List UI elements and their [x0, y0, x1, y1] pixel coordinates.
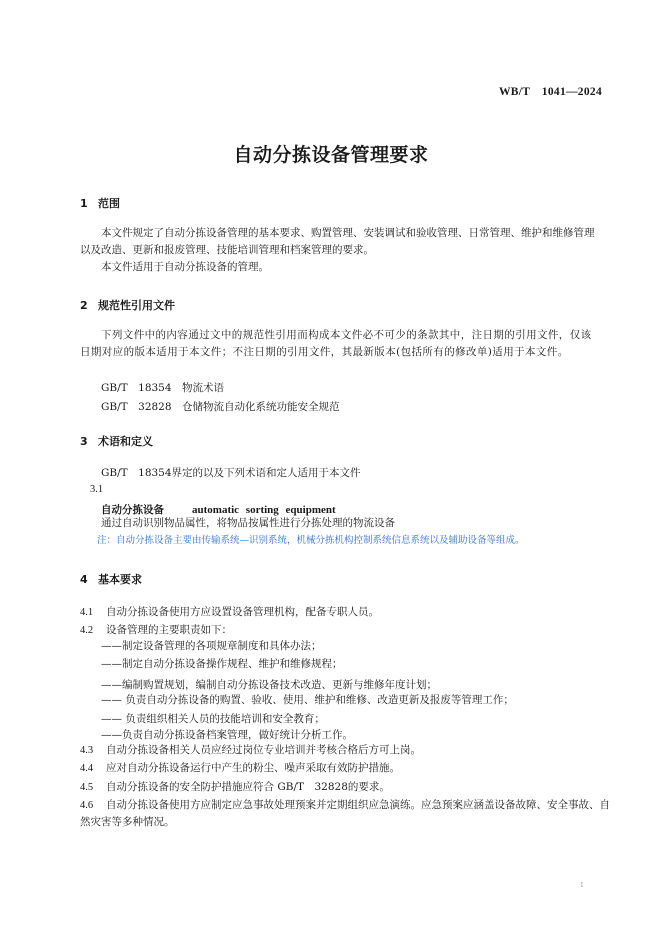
clause-text: 自动分拣设备相关人员应经过岗位专业培训并考核合格后方可上岗。 [106, 744, 421, 756]
section-number: 4 [80, 573, 88, 586]
clause-number: 4.1 [80, 607, 94, 618]
section-title: 基本要求 [98, 573, 142, 586]
section-1-heading [80, 195, 120, 211]
term-note: 注：自动分拣设备主要由传输系统—识别系统，机械分拣机构控制系统信息系统以及辅助设备等组成。 [97, 535, 525, 546]
section-3-heading [80, 433, 153, 449]
clause-text: 自动分拣设备的安全防护措施应符合 GB/T 32828的要求。 [106, 781, 390, 793]
clause-4-1 [80, 604, 379, 619]
standard-number: WB/T 1041—2024 [498, 86, 602, 98]
clause-number: 4.4 [80, 763, 94, 774]
section-number: 3 [80, 435, 88, 448]
clause-4-4 [80, 760, 400, 775]
term-definition: 通过自动识别物品属性，将物品按属性进行分拣处理的物流设备 [101, 517, 395, 529]
clause-text: 自动分拣设备使用方应制定应急事故处理预案并定期组织应急演练。应急预案应涵盖设备故障、安全事故、自然灾害等多种情况。 [80, 799, 610, 828]
section-number: 2 [80, 299, 88, 312]
clause-4-6 [80, 797, 610, 831]
clause-text: 应对自动分拣设备运行中产生的粉尘、噪声采取有效防护措施。 [106, 762, 400, 774]
term-chinese: 自动分拣设备 [101, 504, 164, 516]
clause-text: 设备管理的主要职责如下： [106, 624, 232, 636]
duty-item: ——编制购置规划，编制自动分拣设备技术改造、更新与维修年度计划； [101, 679, 437, 691]
clause-4-5 [80, 779, 390, 794]
clause-4-2 [80, 622, 232, 637]
clause-number: 4.5 [80, 782, 94, 793]
duty-item: —— 负责自动分拣设备的购置、验收、使用、维护和维修、改造更新及报废等管理工作； [101, 694, 514, 706]
clause-number: 4.2 [80, 625, 94, 636]
section-number: 1 [80, 197, 88, 210]
term-english: automatic sorting equipment [192, 504, 336, 516]
section-title: 范围 [98, 197, 120, 210]
reference-gb18354: GB/T 18354 物流术语 [101, 382, 225, 394]
section-2-heading [80, 297, 175, 313]
section-title: 术语和定义 [98, 435, 153, 448]
clause-number: 4.6 [80, 800, 94, 811]
section-4-heading [80, 571, 142, 587]
reference-gb32828: GB/T 32828 仓储物流自动化系统功能安全规范 [101, 401, 340, 413]
clause-4-3 [80, 742, 421, 757]
clause-text: 自动分拣设备使用方应设置设备管理机构，配备专职人员。 [106, 606, 379, 618]
duty-item: ——负责自动分拣设备档案管理，做好统计分析工作。 [101, 729, 353, 741]
clause-number: 4.3 [80, 745, 94, 756]
duty-item: ——制定自动分拣设备操作规程、维护和维修规程； [101, 658, 343, 670]
terms-intro: GB/T 18354界定的以及下列术语和定人适用于本文件 [101, 467, 361, 479]
page-mark: 1 [580, 882, 584, 889]
term-number: 3.1 [90, 484, 104, 495]
scope-paragraph: 本文件规定了自动分拣设备管理的基本要求、购置管理、安装调试和验收管理、日常管理、维护和维修管理以及改造、更新和报废管理、技能培训管理和档案管理的要求。 [80, 227, 595, 256]
duty-item: —— 负责组织相关人员的技能培训和安全教育； [101, 713, 325, 725]
section-title: 规范性引用文件 [98, 299, 175, 312]
document-title: 自动分拣设备管理要求 [233, 144, 429, 166]
normative-paragraph: 下列文件中的内容通过文中的规范性引用而构成本文件必不可少的条款其中，注日期的引用文件，仅该日期对应的版本适用于本文件；不注日期的引用文件，其最新版本(包括所有的修改单)适用于本文件。 [80, 329, 592, 358]
duty-item: ——制定设备管理的各项规章制度和具体办法； [101, 640, 322, 652]
scope-applicability: 本文件适用于自动分拣设备的管理。 [101, 261, 269, 273]
